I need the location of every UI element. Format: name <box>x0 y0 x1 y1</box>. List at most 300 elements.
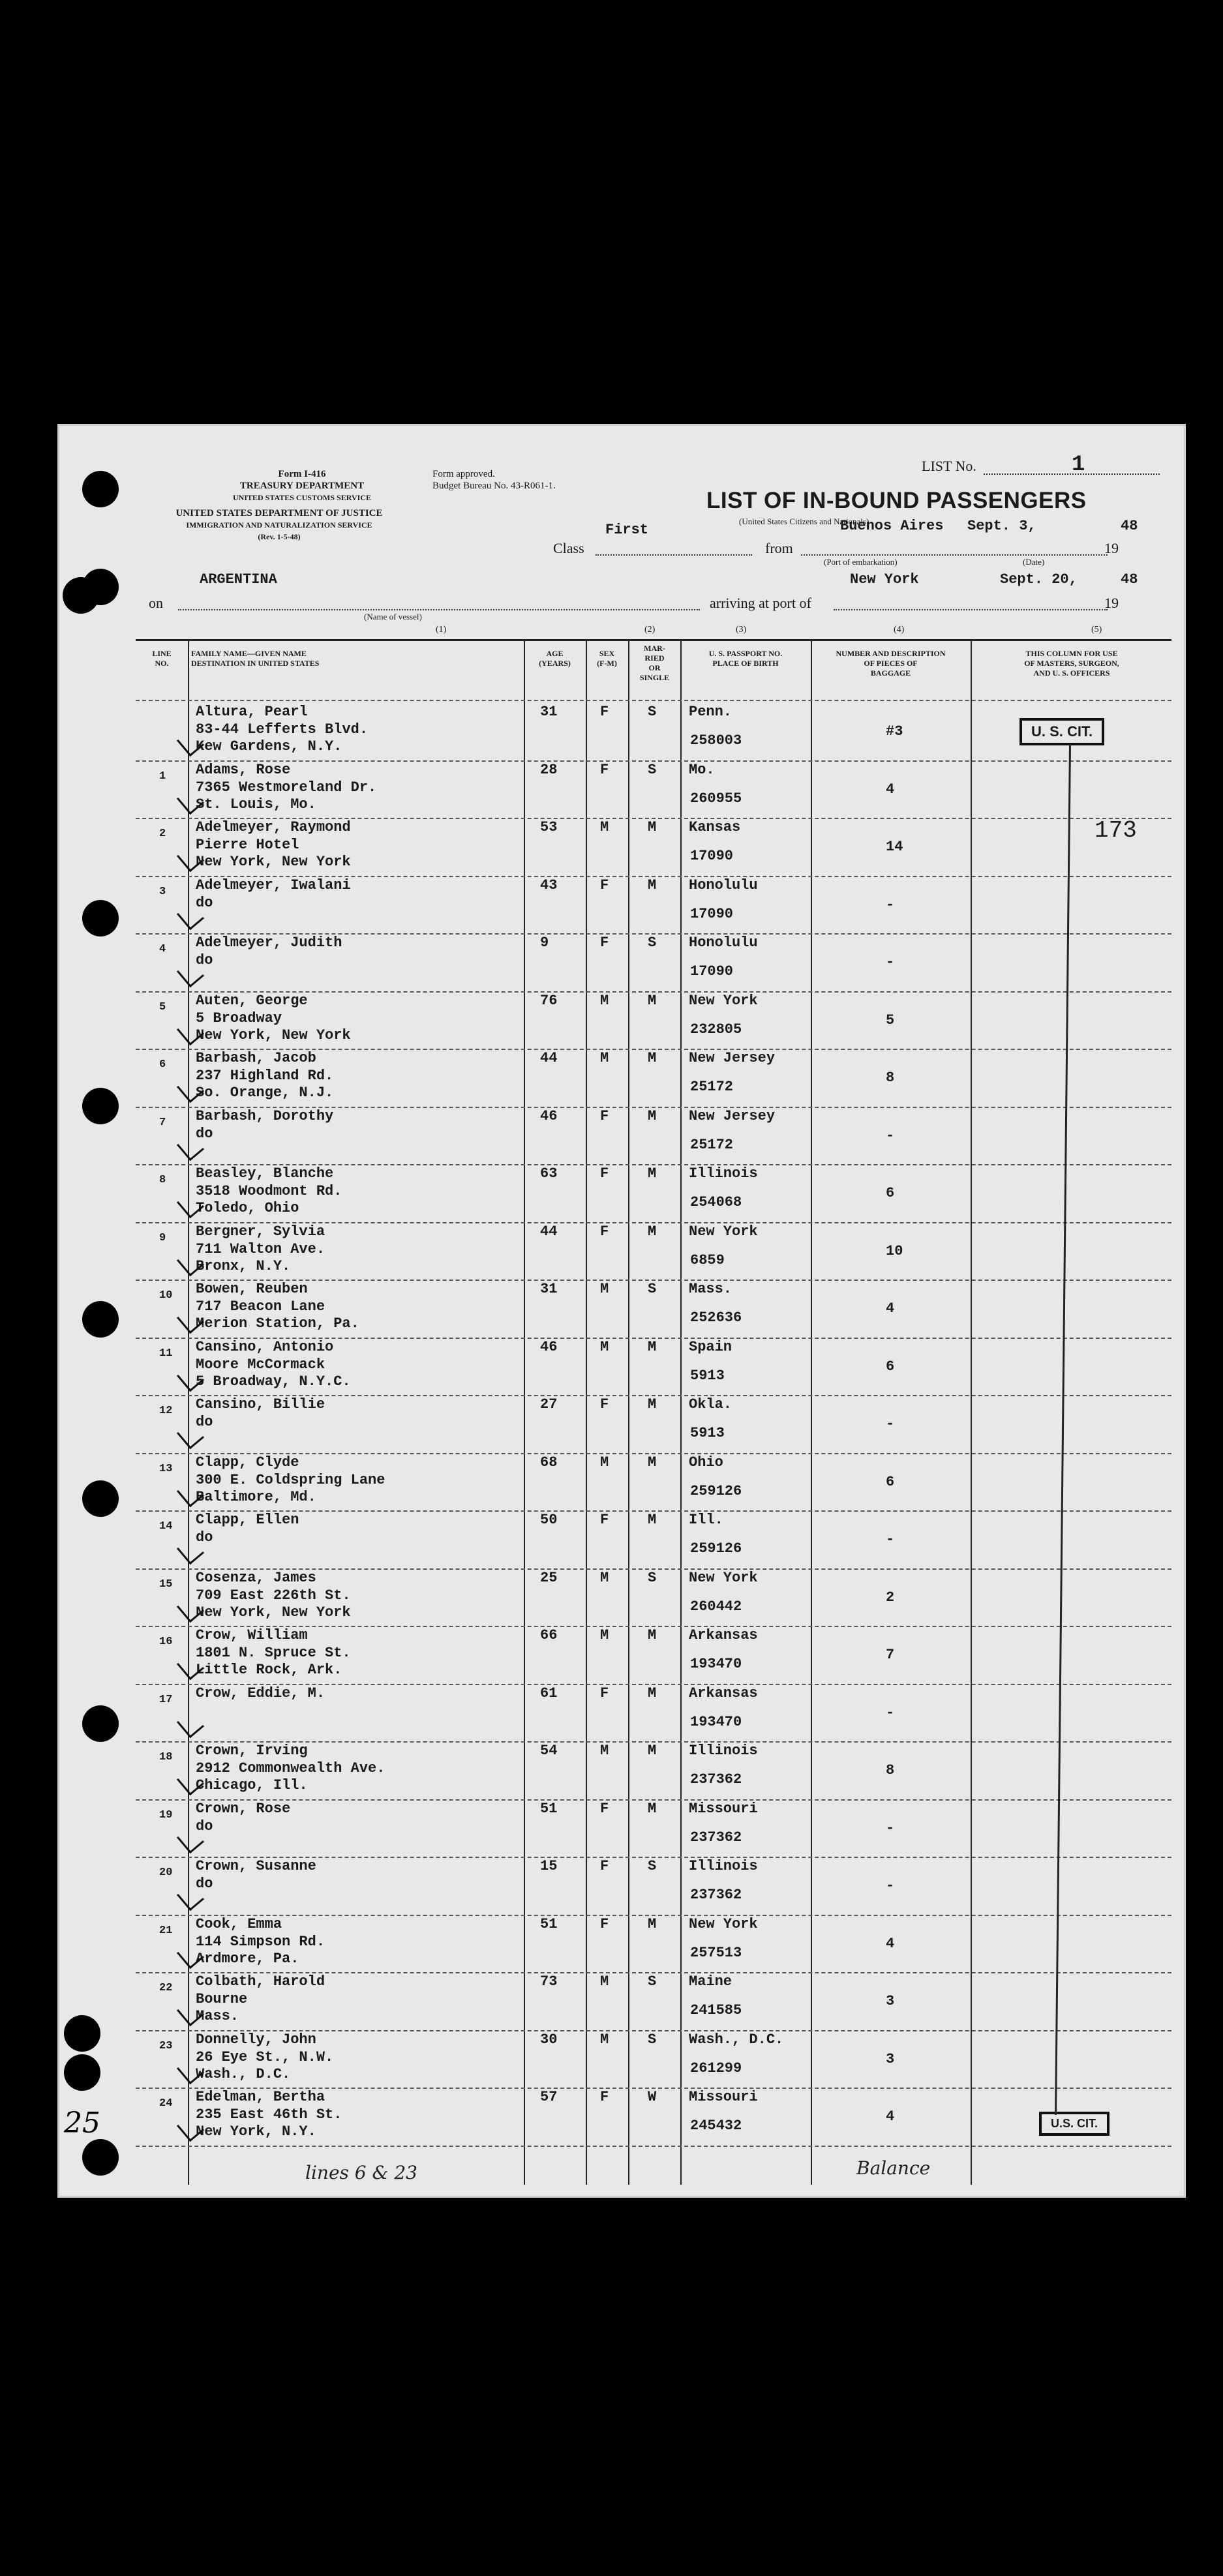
place-of-birth: Penn. <box>689 704 732 720</box>
passenger-name: Clapp, Clyde <box>196 1454 299 1471</box>
approval-block <box>432 468 602 492</box>
form-number: Form I-416 <box>278 469 326 479</box>
from-label: from <box>765 540 793 556</box>
passenger-sex: F <box>600 2089 609 2105</box>
passenger-sex: F <box>600 761 609 778</box>
vessel-rule <box>178 609 700 610</box>
date-caption: (Date) <box>1023 557 1045 567</box>
margin-mark: 25 <box>64 2106 100 2140</box>
passenger-destination: do <box>196 1529 213 1546</box>
punch-hole <box>82 569 119 605</box>
punch-hole <box>64 2015 100 2052</box>
justice-department: UNITED STATES DEPARTMENT OF JUSTICE <box>175 508 383 518</box>
marital-status: M <box>648 1396 657 1413</box>
place-of-birth: Illinois <box>689 1743 758 1759</box>
passenger-sex: M <box>600 992 609 1009</box>
table-row <box>136 1512 1171 1569</box>
header-passport: U. S. PASSPORT NO. PLACE OF BIRTH <box>708 649 783 668</box>
baggage-count: 10 <box>886 1242 903 1259</box>
place-of-birth: Arkansas <box>689 1685 758 1701</box>
marital-status: M <box>648 1050 657 1066</box>
passport-number: 237362 <box>690 1887 742 1903</box>
punch-hole <box>82 1705 119 1742</box>
passport-number: 17090 <box>690 963 734 980</box>
punch-hole <box>82 1088 119 1124</box>
place-of-birth: New York <box>689 1223 758 1240</box>
place-of-birth: Missouri <box>689 2089 758 2105</box>
passenger-age: 44 <box>540 1050 558 1066</box>
treasury-department: TREASURY DEPARTMENT <box>239 481 365 491</box>
place-of-birth: Mass. <box>689 1281 732 1297</box>
passenger-age: 68 <box>540 1454 558 1471</box>
from-rule <box>801 554 1108 556</box>
column-number: (3) <box>736 625 747 635</box>
arrival-date: Sept. 20, <box>1000 571 1078 588</box>
table-row <box>136 1973 1171 2031</box>
passenger-name: Altura, Pearl <box>196 704 308 720</box>
passenger-age: 30 <box>540 2031 558 2048</box>
punch-hole <box>64 2054 100 2091</box>
baggage-count: 5 <box>886 1011 895 1028</box>
passenger-destination: 7365 Westmoreland Dr. St. Louis, Mo. <box>196 779 377 813</box>
sailing-year: 48 <box>1121 518 1138 534</box>
passenger-sex: F <box>600 1685 609 1701</box>
passport-number: 17090 <box>690 848 734 864</box>
baggage-count: 7 <box>886 1647 895 1663</box>
passenger-destination: 717 Beacon Lane Merion Station, Pa. <box>196 1298 359 1332</box>
ins-caption: IMMIGRATION AND NATURALIZATION SERVICE <box>186 520 372 530</box>
table-row <box>136 1454 1171 1512</box>
page-title: LIST OF IN-BOUND PASSENGERS <box>706 488 1087 513</box>
passenger-age: 73 <box>540 1973 558 1990</box>
header-age: AGE (YEARS) <box>539 649 571 668</box>
place-of-birth: Honolulu <box>689 876 758 893</box>
table-row <box>136 1801 1171 1858</box>
passenger-destination: 3518 Woodmont Rd. Toledo, Ohio <box>196 1183 342 1216</box>
passport-number: 245432 <box>690 2118 742 2134</box>
place-of-birth: Ohio <box>689 1454 723 1471</box>
baggage-count: 3 <box>886 1993 895 2009</box>
marital-status: S <box>648 1858 657 1874</box>
passenger-name: Cook, Emma <box>196 1915 282 1932</box>
passenger-destination: do <box>196 1125 213 1142</box>
arrival-year: 48 <box>1121 571 1138 588</box>
table-row <box>136 704 1171 761</box>
line-number: 7 <box>159 1116 166 1129</box>
passenger-destination: do <box>196 1818 213 1835</box>
passenger-sex: F <box>600 1165 609 1182</box>
passenger-destination: 300 E. Coldspring Lane Baltimore, Md. <box>196 1471 385 1505</box>
marital-status: M <box>648 1800 657 1817</box>
passport-number: 6859 <box>690 1251 725 1268</box>
handwritten-note: lines 6 & 23 <box>305 2162 417 2183</box>
passenger-name: Adelmeyer, Iwalani <box>196 876 351 893</box>
place-of-birth: Illinois <box>689 1858 758 1874</box>
passenger-age: 28 <box>540 761 558 778</box>
marital-status: M <box>648 1685 657 1701</box>
marital-status: M <box>648 1454 657 1471</box>
baggage-count: 4 <box>886 781 895 798</box>
passenger-age: 76 <box>540 992 558 1009</box>
table-row <box>136 2089 1171 2146</box>
passenger-destination: do <box>196 894 213 911</box>
passenger-sex: F <box>600 1915 609 1932</box>
line-number: 6 <box>159 1058 166 1071</box>
baggage-count: - <box>886 896 895 913</box>
header-rule <box>136 700 1171 701</box>
passport-number: 257513 <box>690 1944 742 1961</box>
passport-number: 260442 <box>690 1598 742 1615</box>
place-of-birth: Spain <box>689 1338 732 1355</box>
passenger-name: Crown, Susanne <box>196 1858 316 1874</box>
passenger-destination: Moore McCormack 5 Broadway, N.Y.C. <box>196 1356 351 1390</box>
passenger-age: 51 <box>540 1800 558 1817</box>
passenger-name: Crown, Rose <box>196 1800 291 1817</box>
place-of-birth: Ill. <box>689 1512 723 1528</box>
check-mark-icon <box>177 1710 204 1738</box>
passenger-name: Clapp, Ellen <box>196 1512 299 1528</box>
passenger-name: Crow, Eddie, M. <box>196 1685 325 1701</box>
passenger-age: 66 <box>540 1627 558 1643</box>
passport-number: 261299 <box>690 2059 742 2076</box>
us-citizen-stamp: U. S. CIT. <box>1019 718 1104 745</box>
passenger-age: 44 <box>540 1223 558 1240</box>
line-number: 18 <box>159 1751 173 1763</box>
table-row <box>136 1396 1171 1454</box>
passport-number: 259126 <box>690 1540 742 1557</box>
passenger-destination: 114 Simpson Rd. Ardmore, Pa. <box>196 1933 325 1967</box>
passenger-sex: F <box>600 1107 609 1124</box>
customs-service: UNITED STATES CUSTOMS SERVICE <box>233 493 371 502</box>
marital-status: S <box>648 1973 657 1990</box>
place-of-birth: New York <box>689 992 758 1009</box>
line-number: 22 <box>159 1982 173 1994</box>
passport-number: 193470 <box>690 1656 742 1672</box>
passenger-age: 61 <box>540 1685 558 1701</box>
passenger-sex: M <box>600 1743 609 1759</box>
column-number: (1) <box>436 625 447 635</box>
passenger-sex: F <box>600 1858 609 1874</box>
line-number: 15 <box>159 1578 173 1591</box>
punch-hole <box>82 900 119 936</box>
passenger-destination: 709 East 226th St. New York, New York <box>196 1587 351 1621</box>
table-row <box>136 1570 1171 1627</box>
column-number: (4) <box>894 625 905 635</box>
table-row <box>136 1743 1171 1800</box>
marital-status: S <box>648 935 657 951</box>
handwritten-balance: Balance <box>856 2157 931 2179</box>
line-number: 14 <box>159 1520 173 1533</box>
passenger-sex: M <box>600 819 609 835</box>
passenger-name: Bowen, Reuben <box>196 1281 308 1297</box>
place-of-birth: New Jersey <box>689 1050 776 1066</box>
arriving-label: arriving at port of <box>710 595 811 611</box>
list-number: 1 <box>1072 453 1085 477</box>
century-label: 19 <box>1104 540 1119 556</box>
citizens-caption: (United States Citizens and Nationals) <box>739 517 869 526</box>
list-number-label: LIST No. <box>922 458 976 474</box>
passenger-name: Crown, Irving <box>196 1743 308 1759</box>
passenger-age: 31 <box>540 704 558 720</box>
passenger-name: Colbath, Harold <box>196 1973 325 1990</box>
class-rule <box>596 554 752 556</box>
header-baggage: NUMBER AND DESCRIPTION OF PIECES OF BAGGAGE <box>836 649 946 678</box>
line-number: 20 <box>159 1866 173 1879</box>
us-citizen-stamp-bottom: U.S. CIT. <box>1039 2112 1110 2136</box>
passenger-name: Adelmeyer, Judith <box>196 935 342 951</box>
passport-number: 237362 <box>690 1771 742 1788</box>
line-number: 1 <box>159 770 166 783</box>
passenger-age: 46 <box>540 1338 558 1355</box>
place-of-birth: Mo. <box>689 761 715 778</box>
line-number: 12 <box>159 1405 173 1417</box>
passenger-destination: Bourne Mass. <box>196 1991 248 2024</box>
header-sex: SEX (F-M) <box>597 649 617 668</box>
passenger-name: Adams, Rose <box>196 761 291 778</box>
embarkation-port: Buenos Aires <box>840 518 944 534</box>
line-number: 24 <box>159 2097 173 2110</box>
table-row <box>136 762 1171 819</box>
passenger-sex: F <box>600 1223 609 1240</box>
marital-status: M <box>648 1338 657 1355</box>
passenger-destination: 237 Highland Rd. So. Orange, N.J. <box>196 1068 334 1101</box>
passenger-age: 63 <box>540 1165 558 1182</box>
passenger-sex: M <box>600 1050 609 1066</box>
marital-status: M <box>648 1627 657 1643</box>
baggage-count: #3 <box>886 723 903 740</box>
line-number: 13 <box>159 1462 173 1475</box>
passenger-destination: 711 Walton Ave. Bronx, N.Y. <box>196 1240 325 1274</box>
passenger-name: Crow, William <box>196 1627 308 1643</box>
passenger-age: 54 <box>540 1743 558 1759</box>
passenger-sex: F <box>600 1512 609 1528</box>
place-of-birth: Arkansas <box>689 1627 758 1643</box>
passenger-age: 25 <box>540 1569 558 1586</box>
passport-number: 254068 <box>690 1194 742 1210</box>
passenger-sex: M <box>600 2031 609 2048</box>
marital-status: M <box>648 1743 657 1759</box>
place-of-birth: Kansas <box>689 819 741 835</box>
line-number: 9 <box>159 1231 166 1244</box>
passport-number: 258003 <box>690 732 742 749</box>
baggage-count: - <box>886 954 895 970</box>
table-row <box>136 877 1171 935</box>
table-row <box>136 1050 1171 1107</box>
table-row <box>136 935 1171 992</box>
budget-bureau: Budget Bureau No. 43-R061-1. <box>432 481 556 491</box>
passport-number: 260955 <box>690 790 742 807</box>
place-of-birth: New Jersey <box>689 1107 776 1124</box>
marital-status: M <box>648 819 657 835</box>
column-number: (2) <box>644 625 656 635</box>
passenger-sex: F <box>600 876 609 893</box>
passenger-destination: 83-44 Lefferts Blvd. Kew Gardens, N.Y. <box>196 721 369 755</box>
passport-number: 193470 <box>690 1713 742 1730</box>
marital-status: W <box>648 2089 657 2105</box>
marital-status: M <box>648 992 657 1009</box>
passenger-name: Donnelly, John <box>196 2031 316 2048</box>
table-row <box>136 993 1171 1050</box>
line-number: 2 <box>159 828 166 840</box>
line-number: 21 <box>159 1924 173 1937</box>
header-officers: THIS COLUMN FOR USE OF MASTERS, SURGEON, AND U. S. OFFICERS <box>1024 649 1119 678</box>
line-number: 4 <box>159 943 166 955</box>
passenger-name: Auten, George <box>196 992 308 1009</box>
passenger-sex: M <box>600 1281 609 1297</box>
baggage-count: 14 <box>886 839 903 855</box>
passport-number: 5913 <box>690 1425 725 1441</box>
table-row <box>136 2031 1171 2089</box>
passenger-name: Bergner, Sylvia <box>196 1223 325 1240</box>
baggage-count: 4 <box>886 2108 895 2125</box>
manifest-page <box>57 424 1186 2198</box>
passport-number: 252636 <box>690 1310 742 1326</box>
passenger-age: 43 <box>540 876 558 893</box>
punch-hole <box>82 1480 119 1517</box>
passenger-age: 27 <box>540 1396 558 1413</box>
passenger-age: 57 <box>540 2089 558 2105</box>
marital-status: M <box>648 1915 657 1932</box>
passenger-name: Adelmeyer, Raymond <box>196 819 351 835</box>
row-rule <box>136 2146 1171 2147</box>
marital-status: S <box>648 1281 657 1297</box>
baggage-count: - <box>886 1704 895 1721</box>
passenger-age: 31 <box>540 1281 558 1297</box>
passenger-destination: 235 East 46th St. New York, N.Y. <box>196 2106 342 2140</box>
passenger-table <box>136 625 1171 2185</box>
passenger-name: Cansino, Antonio <box>196 1338 334 1355</box>
passport-number: 232805 <box>690 1021 742 1038</box>
marital-status: M <box>648 1165 657 1182</box>
line-number: 10 <box>159 1289 173 1302</box>
passenger-sex: M <box>600 1338 609 1355</box>
place-of-birth: Wash., D.C. <box>689 2031 784 2048</box>
baggage-count: 6 <box>886 1185 895 1201</box>
passenger-destination: do <box>196 1876 213 1892</box>
place-of-birth: New York <box>689 1569 758 1586</box>
passport-number: 5913 <box>690 1367 725 1384</box>
table-row <box>136 1339 1171 1396</box>
marital-status: M <box>648 1107 657 1124</box>
place-of-birth: Illinois <box>689 1165 758 1182</box>
passenger-destination: Pierre Hotel New York, New York <box>196 837 351 870</box>
justice-block <box>149 507 410 543</box>
line-number: 11 <box>159 1347 173 1360</box>
passenger-name: Barbash, Dorothy <box>196 1107 334 1124</box>
on-label: on <box>149 595 163 611</box>
passenger-sex: F <box>600 704 609 720</box>
passenger-sex: F <box>600 935 609 951</box>
table-row <box>136 1108 1171 1165</box>
passport-number: 237362 <box>690 1829 742 1846</box>
passenger-destination: do <box>196 952 213 968</box>
marital-status: S <box>648 2031 657 2048</box>
arriving-rule <box>834 609 1108 610</box>
punch-hole <box>82 1301 119 1338</box>
line-number: 23 <box>159 2039 173 2052</box>
passenger-age: 46 <box>540 1107 558 1124</box>
place-of-birth: Honolulu <box>689 935 758 951</box>
place-of-birth: Okla. <box>689 1396 732 1413</box>
table-row <box>136 1165 1171 1223</box>
baggage-count: 2 <box>886 1589 895 1606</box>
header-line-no: LINE NO. <box>152 649 172 668</box>
marital-status: S <box>648 1569 657 1586</box>
passenger-name: Edelman, Bertha <box>196 2089 325 2105</box>
place-of-birth: Missouri <box>689 1800 758 1817</box>
baggage-count: 6 <box>886 1473 895 1490</box>
arrival-port: New York <box>850 571 919 588</box>
passenger-sex: F <box>600 1800 609 1817</box>
passenger-name: Beasley, Blanche <box>196 1165 334 1182</box>
port-caption: (Port of embarkation) <box>824 557 898 567</box>
passenger-destination: 26 Eye St., N.W. Wash., D.C. <box>196 2048 334 2082</box>
margin-number: 173 <box>1095 817 1137 844</box>
passenger-sex: F <box>600 1396 609 1413</box>
baggage-count: - <box>886 1127 895 1144</box>
passenger-name: Cosenza, James <box>196 1569 316 1586</box>
passenger-destination: do <box>196 1414 213 1430</box>
century-label: 19 <box>1104 595 1119 611</box>
passenger-age: 53 <box>540 819 558 835</box>
baggage-count: 6 <box>886 1358 895 1375</box>
passport-number: 25172 <box>690 1136 734 1153</box>
passenger-destination: 2912 Commonwealth Ave. Chicago, Ill. <box>196 1760 385 1793</box>
table-row <box>136 819 1171 876</box>
table-row <box>136 1281 1171 1338</box>
baggage-count: 3 <box>886 2050 895 2067</box>
baggage-count: 4 <box>886 1300 895 1317</box>
marital-status: M <box>648 1512 657 1528</box>
header-name: FAMILY NAME—GIVEN NAME DESTINATION IN UNITED STATES <box>191 649 320 668</box>
class-label: Class <box>553 540 584 556</box>
table-row <box>136 1916 1171 1973</box>
baggage-count: 8 <box>886 1762 895 1778</box>
passport-number: 17090 <box>690 905 734 922</box>
revision-date: (Rev. 1-5-48) <box>258 532 301 541</box>
place-of-birth: New York <box>689 1915 758 1932</box>
passenger-sex: M <box>600 1973 609 1990</box>
passenger-age: 51 <box>540 1915 558 1932</box>
table-row <box>136 1685 1171 1743</box>
passenger-destination: 1801 N. Spruce St. Little Rock, Ark. <box>196 1645 351 1678</box>
marital-status: M <box>648 876 657 893</box>
line-number: 17 <box>159 1693 173 1706</box>
table-row <box>136 1627 1171 1685</box>
marital-status: M <box>648 1223 657 1240</box>
marital-status: S <box>648 704 657 720</box>
vessel-name: ARGENTINA <box>200 571 277 588</box>
line-number: 16 <box>159 1636 173 1648</box>
vessel-caption: (Name of vessel) <box>364 612 422 622</box>
header-married: MAR- RIED OR SINGLE <box>639 644 670 682</box>
passenger-age: 9 <box>540 935 549 951</box>
baggage-count: 8 <box>886 1070 895 1086</box>
treasury-block <box>198 468 406 503</box>
passport-number: 25172 <box>690 1079 734 1095</box>
line-number: 5 <box>159 1000 166 1013</box>
column-number: (5) <box>1091 625 1102 635</box>
passenger-destination: 5 Broadway New York, New York <box>196 1010 351 1043</box>
passenger-sex: M <box>600 1627 609 1643</box>
passenger-sex: M <box>600 1569 609 1586</box>
sailing-date: Sept. 3, <box>967 518 1036 534</box>
passenger-name: Barbash, Jacob <box>196 1050 316 1066</box>
passenger-age: 50 <box>540 1512 558 1528</box>
baggage-count: - <box>886 1531 895 1548</box>
passenger-sex: M <box>600 1454 609 1471</box>
place-of-birth: Maine <box>689 1973 732 1990</box>
